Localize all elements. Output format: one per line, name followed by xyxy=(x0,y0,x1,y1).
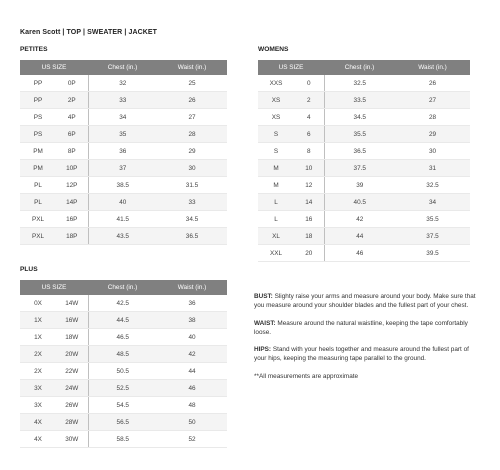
waist-cell: 30 xyxy=(395,143,470,160)
waist-cell: 38 xyxy=(157,312,227,329)
size-number-cell: 12P xyxy=(56,177,88,194)
size-letter-cell: L xyxy=(258,211,294,228)
waist-label: WAIST: xyxy=(254,319,276,327)
chest-cell: 40 xyxy=(88,194,157,211)
chest-cell: 33 xyxy=(88,92,157,109)
size-letter-cell: PXL xyxy=(20,211,56,228)
size-number-cell: 10P xyxy=(56,160,88,177)
chest-cell: 33.5 xyxy=(324,92,395,109)
size-letter-cell: PXL xyxy=(20,228,56,245)
size-number-cell: 22W xyxy=(56,363,88,380)
size-letter-cell: PM xyxy=(20,160,56,177)
table-row xyxy=(20,414,227,431)
size-letter-cell: 3X xyxy=(20,380,56,397)
size-number-cell: 6 xyxy=(294,126,324,143)
chest-cell: 39 xyxy=(324,177,395,194)
size-letter-cell: S xyxy=(258,143,294,160)
size-letter-cell: PS xyxy=(20,109,56,126)
size-number-cell: 0 xyxy=(294,75,324,92)
waist-cell: 27 xyxy=(157,109,227,126)
table-row xyxy=(20,431,227,448)
table-header-row xyxy=(258,60,470,75)
plus-body xyxy=(20,295,227,448)
plus-label: PLUS xyxy=(20,266,38,273)
size-letter-cell: 2X xyxy=(20,363,56,380)
chest-cell: 34 xyxy=(88,109,157,126)
chest-cell: 40.5 xyxy=(324,194,395,211)
chest-cell: 32 xyxy=(88,75,157,92)
table-row xyxy=(20,397,227,414)
size-number-cell: 6P xyxy=(56,126,88,143)
table-row xyxy=(20,75,227,92)
size-letter-cell: M xyxy=(258,177,294,194)
table-row xyxy=(20,177,227,194)
waist-cell: 44 xyxy=(157,363,227,380)
chest-cell: 42.5 xyxy=(88,295,157,312)
table-row xyxy=(20,363,227,380)
table-row xyxy=(20,160,227,177)
chest-cell: 37 xyxy=(88,160,157,177)
chest-cell: 36 xyxy=(88,143,157,160)
size-number-cell: 8P xyxy=(56,143,88,160)
approximate-note: **All measurements are approximate xyxy=(254,372,359,380)
size-number-cell: 2 xyxy=(294,92,324,109)
size-letter-cell: 3X xyxy=(20,397,56,414)
waist-cell: 34 xyxy=(395,194,470,211)
table-row xyxy=(20,211,227,228)
table-row xyxy=(258,160,470,177)
chest-cell: 42 xyxy=(324,211,395,228)
table-row xyxy=(20,126,227,143)
waist-cell: 52 xyxy=(157,431,227,448)
size-letter-cell: PL xyxy=(20,194,56,211)
page-title: Karen Scott | TOP | SWEATER | JACKET xyxy=(20,29,158,36)
size-number-cell: 26W xyxy=(56,397,88,414)
size-number-cell: 14W xyxy=(56,295,88,312)
waist-cell: 39.5 xyxy=(395,245,470,262)
size-number-cell: 16W xyxy=(56,312,88,329)
us-size-header: US SIZE xyxy=(258,60,324,75)
waist-cell: 26 xyxy=(395,75,470,92)
womens-label: WOMENS xyxy=(258,46,289,53)
waist-header: Waist (in.) xyxy=(157,60,227,75)
chest-cell: 46.5 xyxy=(88,329,157,346)
waist-cell: 33 xyxy=(157,194,227,211)
table-row xyxy=(258,75,470,92)
chest-cell: 44 xyxy=(324,228,395,245)
size-number-cell: 14 xyxy=(294,194,324,211)
table-row xyxy=(20,143,227,160)
waist-cell: 30 xyxy=(157,160,227,177)
waist-cell: 35.5 xyxy=(395,211,470,228)
size-letter-cell: M xyxy=(258,160,294,177)
size-number-cell: 20W xyxy=(56,346,88,363)
size-letter-cell: L xyxy=(258,194,294,211)
chest-cell: 46 xyxy=(324,245,395,262)
womens-size-table xyxy=(258,60,470,262)
table-row xyxy=(20,92,227,109)
size-number-cell: 20 xyxy=(294,245,324,262)
waist-cell: 28 xyxy=(395,109,470,126)
table-row xyxy=(258,211,470,228)
plus-size-table xyxy=(20,280,227,448)
table-row xyxy=(258,92,470,109)
size-letter-cell: 2X xyxy=(20,346,56,363)
waist-text: Measure around the natural waistline, keeping the tape comfortably loose. xyxy=(254,319,468,336)
table-row xyxy=(258,194,470,211)
size-number-cell: 8 xyxy=(294,143,324,160)
hips-note xyxy=(254,345,476,364)
waist-cell: 25 xyxy=(157,75,227,92)
size-number-cell: 16 xyxy=(294,211,324,228)
size-letter-cell: 4X xyxy=(20,431,56,448)
table-row xyxy=(20,380,227,397)
waist-cell: 29 xyxy=(395,126,470,143)
chest-cell: 32.5 xyxy=(324,75,395,92)
table-row xyxy=(20,194,227,211)
waist-cell: 46 xyxy=(157,380,227,397)
chest-cell: 48.5 xyxy=(88,346,157,363)
size-number-cell: 18P xyxy=(56,228,88,245)
chest-header: Chest (in.) xyxy=(88,280,157,295)
table-row xyxy=(20,312,227,329)
us-size-header: US SIZE xyxy=(20,60,88,75)
size-letter-cell: XS xyxy=(258,109,294,126)
size-letter-cell: PM xyxy=(20,143,56,160)
size-letter-cell: 4X xyxy=(20,414,56,431)
table-row xyxy=(20,228,227,245)
size-number-cell: 16P xyxy=(56,211,88,228)
waist-cell: 36 xyxy=(157,295,227,312)
size-number-cell: 28W xyxy=(56,414,88,431)
chest-cell: 52.5 xyxy=(88,380,157,397)
table-row xyxy=(258,143,470,160)
table-row xyxy=(20,329,227,346)
size-letter-cell: XS xyxy=(258,92,294,109)
bust-text: Slighty raise your arms and measure around your body. Make sure that you measure around your shoulder blades and the fullest part of your chest. xyxy=(254,293,476,310)
size-number-cell: 0P xyxy=(56,75,88,92)
size-number-cell: 2P xyxy=(56,92,88,109)
table-row xyxy=(20,109,227,126)
waist-cell: 26 xyxy=(157,92,227,109)
waist-cell: 28 xyxy=(157,126,227,143)
table-row xyxy=(258,109,470,126)
table-header-row xyxy=(20,280,227,295)
chest-cell: 58.5 xyxy=(88,431,157,448)
size-number-cell: 4 xyxy=(294,109,324,126)
table-row xyxy=(258,126,470,143)
size-number-cell: 18W xyxy=(56,329,88,346)
chest-cell: 38.5 xyxy=(88,177,157,194)
size-number-cell: 14P xyxy=(56,194,88,211)
table-row xyxy=(20,295,227,312)
waist-cell: 29 xyxy=(157,143,227,160)
waist-cell: 36.5 xyxy=(157,228,227,245)
table-header-row xyxy=(20,60,227,75)
petites-size-table xyxy=(20,60,227,245)
waist-header: Waist (in.) xyxy=(395,60,470,75)
chest-cell: 34.5 xyxy=(324,109,395,126)
size-number-cell: 12 xyxy=(294,177,324,194)
waist-note xyxy=(254,319,476,338)
bust-note xyxy=(254,292,476,311)
chest-cell: 43.5 xyxy=(88,228,157,245)
waist-cell: 27 xyxy=(395,92,470,109)
waist-cell: 42 xyxy=(157,346,227,363)
waist-header: Waist (in.) xyxy=(157,280,227,295)
us-size-header: US SIZE xyxy=(20,280,88,295)
chest-cell: 36.5 xyxy=(324,143,395,160)
waist-cell: 48 xyxy=(157,397,227,414)
size-letter-cell: XL xyxy=(258,228,294,245)
hips-text: Stand with your heels together and measure around the fullest part of your hips, keeping the measuring tape parallel to the ground. xyxy=(254,346,469,363)
waist-cell: 31.5 xyxy=(157,177,227,194)
size-letter-cell: PL xyxy=(20,177,56,194)
size-number-cell: 24W xyxy=(56,380,88,397)
size-letter-cell: S xyxy=(258,126,294,143)
chest-cell: 41.5 xyxy=(88,211,157,228)
chest-cell: 54.5 xyxy=(88,397,157,414)
size-number-cell: 4P xyxy=(56,109,88,126)
hips-label: HIPS: xyxy=(254,346,272,354)
size-number-cell: 18 xyxy=(294,228,324,245)
chest-cell: 37.5 xyxy=(324,160,395,177)
size-letter-cell: PP xyxy=(20,75,56,92)
size-letter-cell: 0X xyxy=(20,295,56,312)
bust-label: BUST: xyxy=(254,293,273,300)
waist-cell: 34.5 xyxy=(157,211,227,228)
chest-cell: 35 xyxy=(88,126,157,143)
size-letter-cell: XXL xyxy=(258,245,294,262)
size-letter-cell: PP xyxy=(20,92,56,109)
size-letter-cell: 1X xyxy=(20,329,56,346)
size-number-cell: 30W xyxy=(56,431,88,448)
size-number-cell: 10 xyxy=(294,160,324,177)
chest-header: Chest (in.) xyxy=(88,60,157,75)
table-row xyxy=(258,228,470,245)
chest-cell: 35.5 xyxy=(324,126,395,143)
chest-cell: 56.5 xyxy=(88,414,157,431)
table-row xyxy=(20,346,227,363)
measurement-notes xyxy=(254,292,476,389)
waist-cell: 40 xyxy=(157,329,227,346)
size-letter-cell: 1X xyxy=(20,312,56,329)
table-row xyxy=(258,177,470,194)
chest-cell: 44.5 xyxy=(88,312,157,329)
waist-cell: 31 xyxy=(395,160,470,177)
table-row xyxy=(258,245,470,262)
chest-header: Chest (in.) xyxy=(324,60,395,75)
womens-body xyxy=(258,75,470,262)
chest-cell: 50.5 xyxy=(88,363,157,380)
petites-label: PETITES xyxy=(20,46,48,53)
petites-body xyxy=(20,75,227,245)
waist-cell: 37.5 xyxy=(395,228,470,245)
waist-cell: 50 xyxy=(157,414,227,431)
size-letter-cell: XXS xyxy=(258,75,294,92)
waist-cell: 32.5 xyxy=(395,177,470,194)
size-letter-cell: PS xyxy=(20,126,56,143)
